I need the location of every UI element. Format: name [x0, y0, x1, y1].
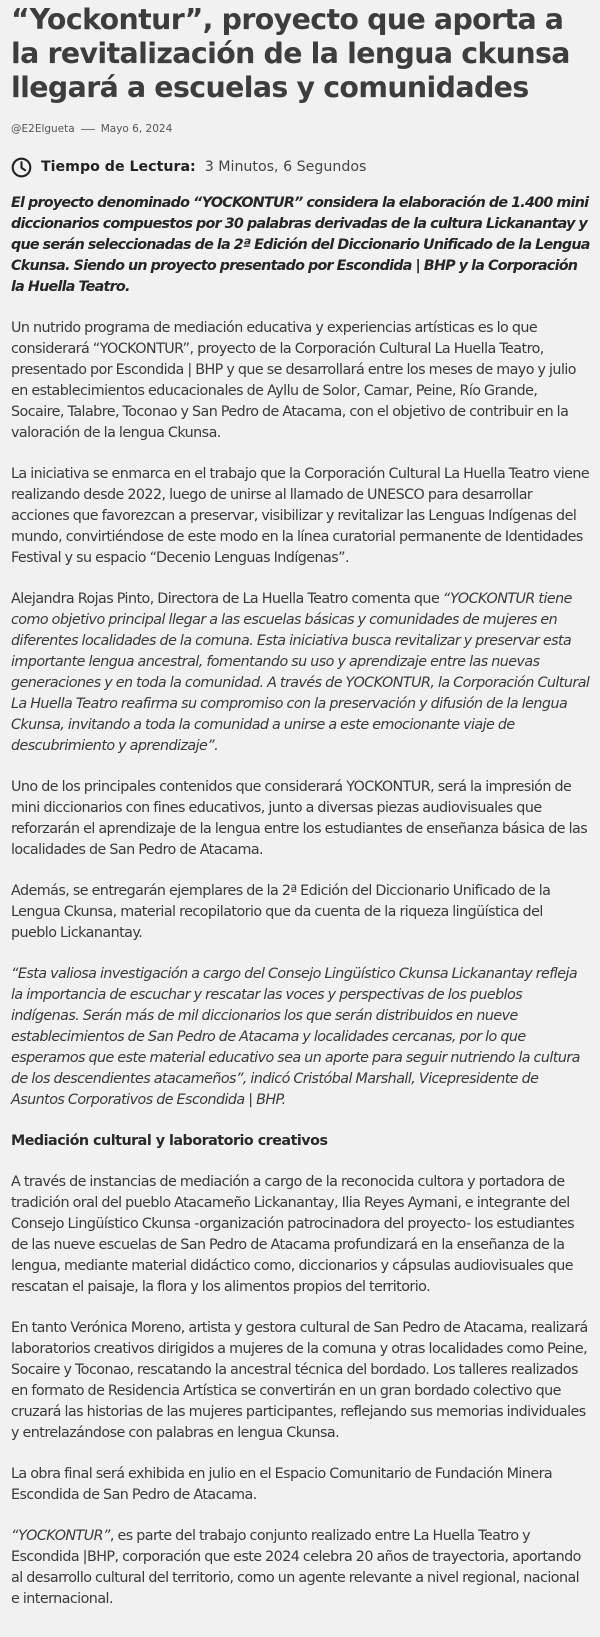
paragraph-intro: Alejandra Rojas Pinto, Directora de La Huella Teatro comenta que	[11, 591, 443, 607]
paragraph: A través de instancias de mediación a cargo de la reconocida cultora y portadora de tradición oral del pueblo Atacameño Lickanantay, Ilia Reyes Aymani, e integrante del Consejo Lingüístico Ckunsa -organización patrocinadora del proyecto- los estudiantes de las nueve escuelas de San Pedro de Atacama profundizará en la enseñanza de la lengua, mediante material didáctico como, diccionarios y cápsulas audiovisuales que rescatan el paisaje, la flora y los alimentos propios del territorio.	[11, 1174, 574, 1295]
director-quote: “YOCKONTUR tiene como objetivo principal llegar a las escuelas básicas y comunidades de mujeres en diferentes localidades de la comuna. Esta iniciativa busca revitalizar y preservar esta importante lengua ancestral, fomentando su uso y aprendizaje entre las nuevas generaciones y en toda la comunidad. A través de YOCKONTUR, la Corporación Cultural La Huella Teatro reafirma su compromiso con la preservación y difusión de la lengua Ckunsa, invitando a toda la comunidad a unirse a este emocionante viaje de descubrimiento y aprendizaje”.	[11, 591, 590, 754]
paragraph: Además, se entregarán ejemplares de la 2ª Edición del Diccionario Unificado de la Lengua Ckunsa, material recopilatorio que da cuenta de la riqueza lingüística del pueblo Lickanantay.	[11, 883, 551, 941]
clock-icon	[11, 157, 32, 178]
paragraph-quote	[11, 589, 590, 757]
vp-quote: “Esta valiosa investigación a cargo del Consejo Lingüístico Ckunsa Lickanantay refleja la importancia de escuchar y rescatar las voces y perspectivas de los pueblos indígenas. Serán más de mil diccionarios los que serán distribuidos en nueve establecimientos de San Pedro de Atacama y localidades cercanas, por lo que esperamos que este material educativo sea un aporte para seguir nutriendo la cultura de los descendientes atacameños”, indicó Cristóbal Marshall, Vicepresidente de Asuntos Corporativos de Escondida | BHP.	[11, 966, 580, 1108]
paragraph: La obra final será exhibida en julio en el Espacio Comunitario de Fundación Minera Escondida de San Pedro de Atacama.	[11, 1466, 553, 1503]
reading-time-label: Tiempo de Lectura:	[41, 159, 196, 175]
article-title: “Yockontur”, proyecto que aporta a la revitalización de la lengua ckunsa llegará a escuelas y comunidades	[11, 3, 570, 104]
section-heading: Mediación cultural y laboratorio creativos	[11, 1133, 328, 1149]
paragraph: Un nutrido programa de mediación educativa y experiencias artísticas es lo que considerará “YOCKONTUR”, proyecto de la Corporación Cultural La Huella Teatro, presentado por Escondida | BHP y que se desarrollará entre los meses de mayo y julio en establecimientos educacionales de Ayllu de Solor, Camar, Peine, Río Grande, Socaire, Talabre, Toconao y San Pedro de Atacama, con el objetivo de contribuir en la valoración de la lengua Ckunsa.	[11, 320, 576, 441]
paragraph-closing	[11, 1526, 590, 1610]
project-name: “YOCKONTUR”	[11, 1528, 110, 1544]
paragraph: La iniciativa se enmarca en el trabajo que la Corporación Cultural La Huella Teatro viene realizando desde 2022, luego de unirse al llamado de UNESCO para desarrollar acciones que favorezcan a preservar, visibilizar y revitalizar las Lenguas Indígenas del mundo, convirtiéndose de este modo en la línea curatorial permanente de Identidades Festival y su espacio “Decenio Lenguas Indígenas”.	[11, 466, 590, 566]
reading-time	[11, 156, 590, 178]
publish-date: Mayo 6, 2024	[100, 123, 173, 135]
article	[0, 3, 600, 1610]
closing-text: , es parte del trabajo conjunto realizado entre La Huella Teatro y Escondida |BHP, corporación que este 2024 celebra 20 años de trayectoria, aportando al desarrollo cultural del territorio, como un agente relevante a nivel regional, nacional e internacional.	[11, 1528, 581, 1607]
paragraph: En tanto Verónica Moreno, artista y gestora cultural de San Pedro de Atacama, realizará laboratorios creativos dirigidos a mujeres de la comuna y otras localidades como Peine, Socaire y Toconao, rescatando la ancestral técnica del bordado. Los talleres realizados en formato de Residencia Artística se convertirán en un gran bordado colectivo que cruzará las historias de las mujeres participantes, reflejando sus memorias individuales y entrelazándose con palabras en lengua Ckunsa.	[11, 1320, 588, 1441]
meta-divider	[81, 129, 95, 130]
article-meta	[11, 122, 590, 136]
article-lead: El proyecto denominado “YOCKONTUR” considera la elaboración de 1.400 mini diccionarios compuestos por 30 palabras derivadas de la cultura Lickanantay y que serán seleccionadas de la 2ª Edición del Diccionario Unificado de la Lengua Ckunsa. Siendo un proyecto presentado por Escondida | BHP y la Corporación la Huella Teatro.	[11, 195, 590, 295]
paragraph: Uno de los principales contenidos que considerará YOCKONTUR, será la impresión de mini diccionarios con fines educativos, junto a diversas piezas audiovisuales que reforzarán el aprendizaje de la lengua entre los estudiantes de enseñanza básica de las localidades de San Pedro de Atacama.	[11, 779, 588, 858]
reading-time-value: 3 Minutos, 6 Segundos	[204, 159, 367, 175]
author-link[interactable]: @E2Elgueta	[11, 123, 75, 135]
